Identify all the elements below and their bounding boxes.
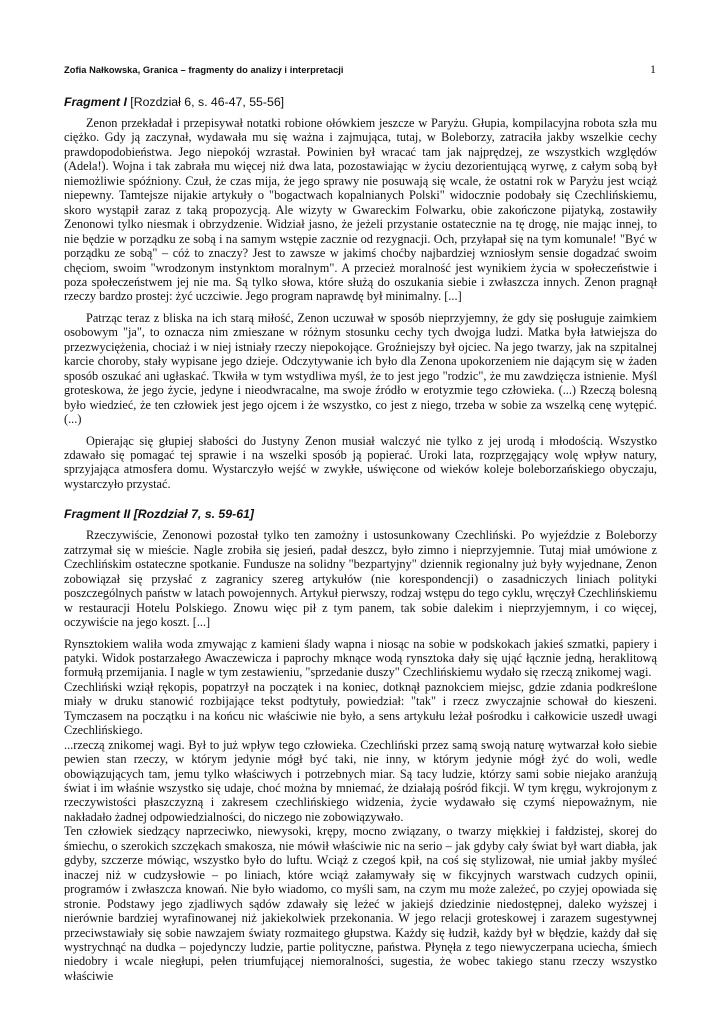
fragment-2-heading: Fragment II [Rozdział 7, s. 59-61] — [64, 507, 254, 522]
page-header — [64, 62, 656, 77]
paragraph: ...rzeczą znikomej wagi. Był to już wpływ tego człowieka. Czechliński przez samą swoją naturę wytwarzał koło siebie pewien stan rzeczy, w którym jedynie mógł być taki, nie inny, w którym jedynie mógł żyć do woli, wedle obowiązujących tam, jemu tylko właściwych i potrzebnych miar. Są tacy ludzie, którzy sami sobie niejako aranżują świat i im właśnie wszystko się udaje, choć można by mniemać, że działają pośród fikcji. W tym kręgu, wykrojonym z rzeczywistości płaszczyzną i zakresem czechlińskiego widzenia, życie wydawało się czymś niepoważnym, nie nakładało żadnej odpowiedzialności, do niczego nie zobowiązywało. — [64, 737, 657, 824]
paragraph: Opierając się głupiej słabości do Justyny Zenon musiał walczyć nie tylko z jej urodą i młodością. Wszystko zdawało się pomagać tej sprawie i na wszelki sposób ją popierać. Uroki lata, rozprzęgający wolę wpływ natury, sprzyjająca atmosfera domu. Wystarczyło wejść w zwykłe, uświęcone od wieków koleje boleborzańskiego obyczaju, wystarczyło przystać. — [64, 433, 657, 491]
fragment-1-title: Fragment I — [64, 95, 127, 109]
fragment-1-ref: [Rozdział 6, s. 46-47, 55-56] — [126, 95, 285, 109]
paragraph: Ten człowiek siedzący naprzeciwko, niewysoki, krępy, mocno związany, o twarzy miękkiej i fałdzistej, skorej do śmiechu, o szerokich szczękach smakosza, nie mówił właściwie nic na serio – jak gdyby cały świat był wart diabła, jak gdyby, szczerze mówiąc, wszystko było do luftu. Wciąż z czegoś kpił, na coś się stylizował, nie umiał jakby myśleć inaczej niż w cudzysłowie – po liniach, które wciąż załamywały się w fikcyjnych warstwach cudzych opinii, programów i zwłaszcza knowań. Nie było wiadomo, co myśli sam, na czym mu może zależeć, po czyjej opowiada się stronie. Podstawy jego zjadliwych sądów zdawały się leżeć w jakiejś dziedzinie niedostępnej, daleko wyższej i nierównie bardziej wyrafinowanej niż jakiekolwiek przekonania. W jego relacji groteskowej i zarazem sugestywnej przeciwstawiały się sobie nawzajem światy rozmaitego głupstwa. Każdy się łudził, każdy był w błędzie, każdy dał się wystrychnąć na dudka – pojedynczy ludzie, partie polityczne, państwa. Płynęła z tego niewyczerpana uciecha, śmiech niedobry i wcale niegłupi, pełen triumfującej niemoralności, sugestia, że wobec takiego stanu rzeczy wszystko właściwie — [64, 824, 657, 983]
paragraph: Rynsztokiem waliła woda zmywając z kamieni ślady wapna i niosąc na sobie w podskokach jakieś szmatki, papiery i patyki. Widok postarzałego Awaczewicza i paprochy mknące wodą rynsztoka dały się ująć łącznie jedną, heraklitową formułą przemijania. I nagle w tym zestawieniu, "sprzedanie duszy" Czechlińskiemu wydało się rzeczą znikomej wagi. — [64, 636, 657, 680]
fragment-1-heading — [64, 95, 657, 109]
document-title: Zofia Nałkowska, Granica – fragmenty do analizy i interpretacji — [64, 65, 344, 75]
paragraph: Czechliński wziął rękopis, popatrzył na początek i na koniec, dotknął paznokciem miejsc, gdzie zdania podkreślone miały w druku stanowić rozbijające tekst podtytuły, powiedział: "tak" i rzecz zwyczajnie schował do kieszeni. Tymczasem na początku i na końcu nic właściwie nie było, a sens artykułu leżał pośrodku i całkowicie uszedł uwagi Czechlińskiego. — [64, 679, 657, 738]
page-number: 1 — [650, 62, 656, 76]
paragraph: Patrząc teraz z bliska na ich starą miłość, Zenon uczuwał w sposób nieprzyjemny, że gdy się posługuje zaimkiem osobowym "ja", to oznacza nim zmieszane w różnym stosunku cechy tych dwojga ludzi. Matka była łatwiejsza do przezwyciężenia, chociaż i w niej istniały rzeczy niepokojące. Groźniejszy był ojciec. Na jego twarzy, jak na szpitalnej karcie choroby, stały wypisane jego dzieje. Odczytywanie ich było dla Zenona upokorzeniem nie dającym się w żaden sposób oszukać ani ugłaskać. Tkwiła w tym wstydliwa myśl, że to jest jego "rodzic", że mu zawdzięcza istnienie. Myśl groteskowa, że jego życie, jedyne i nieodwracalne, ma swoje źródło w erotyzmie tego człowieka. (...) Rzeczą bolesną było wiedzieć, że ten człowiek jest jego ojcem i że wszystko, co jest z niego, trzeba w sobie za wszelką cenę wytępić. (...) — [64, 310, 657, 427]
document-body — [64, 95, 657, 983]
paragraph: Zenon przekładał i przepisywał notatki robione ołówkiem jeszcze w Paryżu. Głupia, kompilacyjna robota szła mu ciężko. Gdy ją zaczynał, wydawała mu się ważna i zajmująca, tutaj, w Boleborzy, zatraciła jakby wszelkie cechy prawdopodobieństwa. Jego niepokój wzrastał. Powinien był wracać tam jak najprędzej, ze wszystkich względów (Adela!). Wojna i tak zabrała mu więcej niż dwa lata, pozostawiając w życiu dezorientującą wyrwę, z całym sobą był niemożliwie spóźniony. Czuł, że czas mija, że jego sprawy nie posuwają się wcale, że ostatni rok w Paryżu jest wciąż niepewny. Tamtejsze nijakie artykuły o "bogactwach kopalnianych Polski" widocznie podobały się Czechlińskiemu, skoro wystąpił zaraz z taką propozycją. Ale wizyty w Gwareckim Folwarku, obie zakończone pijatyką, zostawiły Zenonowi tylko niesmak i obrzydzenie. Widział jasno, że jeżeli przystanie ostatecznie na tę drogę, nie mając innej, to nie będzie w porządku ze sobą i na samym wstępie zacznie od rezygnacji. Och, przyłapał się na tym komunale! "Być w porządku ze sobą" – cóż to znaczy? Jest to zawsze w jakimś choćby najbardziej wzniosłym sensie dogadzać swoim chęciom, swoim "wrodzonym instynktom moralnym". A przecież moralność jest wynikiem życia w społeczeństwie i poza społeczeństwem jej nie ma. Są tylko słowa, które służą do oszukania siebie i zwłaszcza innych. Zenon pragnął rzeczy bardzo prostej: żyć uczciwie. Jego program naprawdę był minimalny. [...] — [64, 116, 657, 304]
paragraph: Rzeczywiście, Zenonowi pozostał tylko ten zamożny i ustosunkowany Czechliński. Po wyjeździe z Boleborzy zatrzymał się w mieście. Nagle zrobiła się jesień, padał deszcz, było zimno i nieprzyjemnie. Tutaj miał umówione z Czechlińskim ostateczne spotkanie. Fundusze na solidny "bezpartyjny" dziennik regionalny już były wyjednane, Zenon zobowiązał się przysłać z zagranicy szereg artykułów (nie korespondencji) o zasadniczych liniach polityki poszczególnych państw w latach powojennych. Artykuł pierwszy, rodzaj wstępu do tego cyklu, wręczył Czechlińskiemu w restauracji Hotelu Polskiego. Znowu więc pił z tym panem, tak sobie dalekim i nieprzyjemnym, i co więcej, oczywiście na jego koszt. [...] — [64, 528, 657, 630]
